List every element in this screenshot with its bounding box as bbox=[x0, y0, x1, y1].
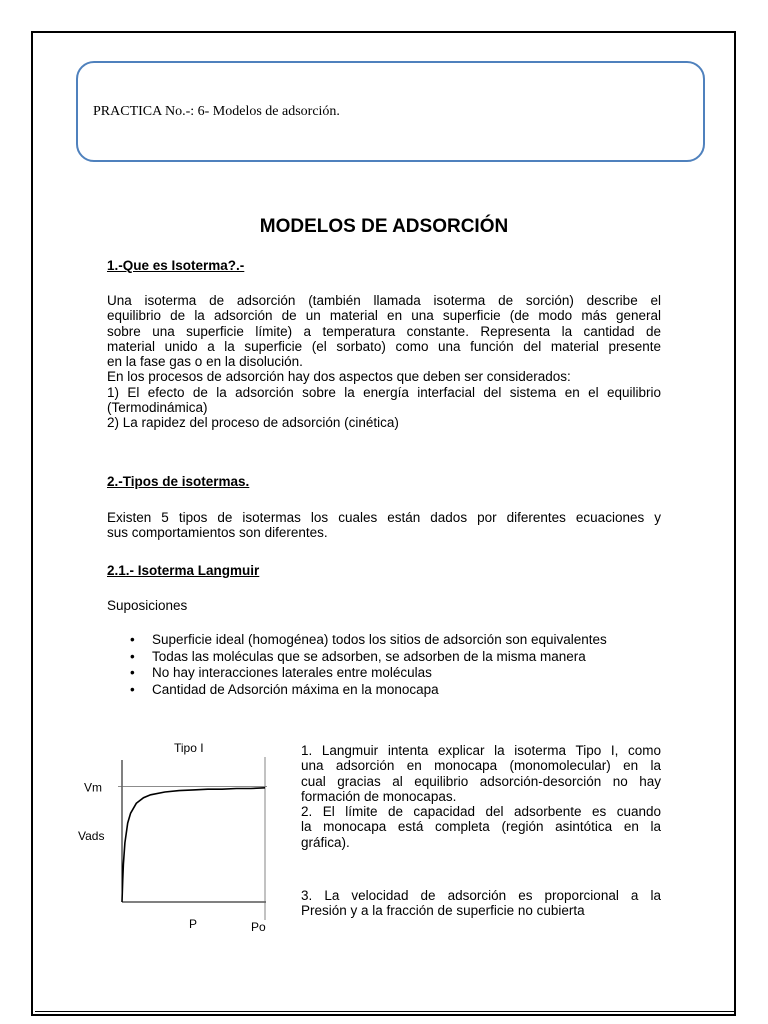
explanation-text-3 bbox=[301, 888, 661, 919]
section1-para-line: material unido a la superficie (el sorbato) como una función del material presente bbox=[107, 338, 661, 354]
explanation-line: gráfica). bbox=[301, 834, 350, 850]
explanation-line: cual gracias al equilibrio adsorción-desorción no hay bbox=[301, 773, 661, 789]
explanation-line: formación de monocapas. bbox=[301, 788, 457, 804]
explanation-line: Presión y a la fracción de superficie no cubierta bbox=[301, 903, 585, 919]
explanation-line: 1. Langmuir intenta explicar la isoterma Tipo I, como bbox=[301, 743, 661, 758]
list-item: • Cantidad de Adsorción máxima en la monocapa bbox=[130, 682, 607, 699]
section1-heading: 1.-Que es Isoterma?.- bbox=[107, 258, 245, 273]
y-axis-label: Vads bbox=[78, 829, 105, 843]
explanation-line: 2. El límite de capacidad del adsorbente es cuando bbox=[301, 804, 661, 820]
explanation-line: 3. La velocidad de adsorción es proporcional a la bbox=[301, 888, 661, 903]
aspect-1-line: (Termodinámica) bbox=[107, 400, 208, 416]
series-line-tipo-i bbox=[122, 788, 265, 902]
aspects-intro: En los procesos de adsorción hay dos aspectos que deben ser considerados: bbox=[107, 369, 571, 385]
section1-body bbox=[107, 293, 661, 431]
explanation-text bbox=[301, 743, 661, 850]
vm-label: Vm bbox=[84, 780, 102, 795]
section2-body bbox=[107, 510, 661, 541]
suposiciones-label: Suposiciones bbox=[107, 598, 188, 613]
aspect-1-line: 1) El efecto de la adsorción sobre la energía interfacial del sistema en el equilibrio bbox=[107, 384, 661, 400]
page-border-inner-line bbox=[35, 1011, 734, 1012]
list-item: • Superficie ideal (homogénea) todos los sitios de adsorción son equivalentes bbox=[130, 632, 607, 649]
x-axis-label: P bbox=[189, 917, 198, 931]
practice-title: PRACTICA No.-: 6- Modelos de adsorción. bbox=[93, 104, 340, 119]
isotherm-chart bbox=[70, 735, 290, 935]
document-title: MODELOS DE ADSORCIÓN bbox=[259, 216, 509, 237]
list-item: • No hay interacciones laterales entre moléculas bbox=[130, 665, 607, 682]
aspect-2: 2) La rapidez del proceso de adsorción (cinética) bbox=[107, 415, 399, 431]
explanation-line: la monocapa está completa (región asintótica en la bbox=[301, 819, 661, 835]
suposiciones-list bbox=[130, 632, 607, 698]
chart-title: Tipo I bbox=[174, 741, 204, 755]
section1-para-line: en la fase gas o en la disolución. bbox=[107, 354, 303, 370]
list-item: • Todas las moléculas que se adsorben, se adsorben de la misma manera bbox=[130, 649, 607, 666]
section1-para-line: Una isoterma de adsorción (también llamada isoterma de sorción) describe el bbox=[107, 293, 661, 308]
section21-heading: 2.1.- Isoterma Langmuir bbox=[107, 563, 260, 578]
section2-para-line: Existen 5 tipos de isotermas los cuales están dados por diferentes ecuaciones y bbox=[107, 510, 661, 525]
po-label: Po bbox=[251, 920, 266, 934]
section2-para-line: sus comportamientos son diferentes. bbox=[107, 525, 328, 541]
section1-para-line: sobre una superficie límite) a temperatura constante. Representa la cantidad de bbox=[107, 323, 661, 339]
section2-heading: 2.-Tipos de isotermas. bbox=[107, 474, 250, 489]
explanation-line: una adsorción en monocapa (monomolecular) en la bbox=[301, 758, 661, 774]
section1-para-line: equilibrio de la adsorción de un material en una superficie (de modo más general bbox=[107, 308, 661, 324]
